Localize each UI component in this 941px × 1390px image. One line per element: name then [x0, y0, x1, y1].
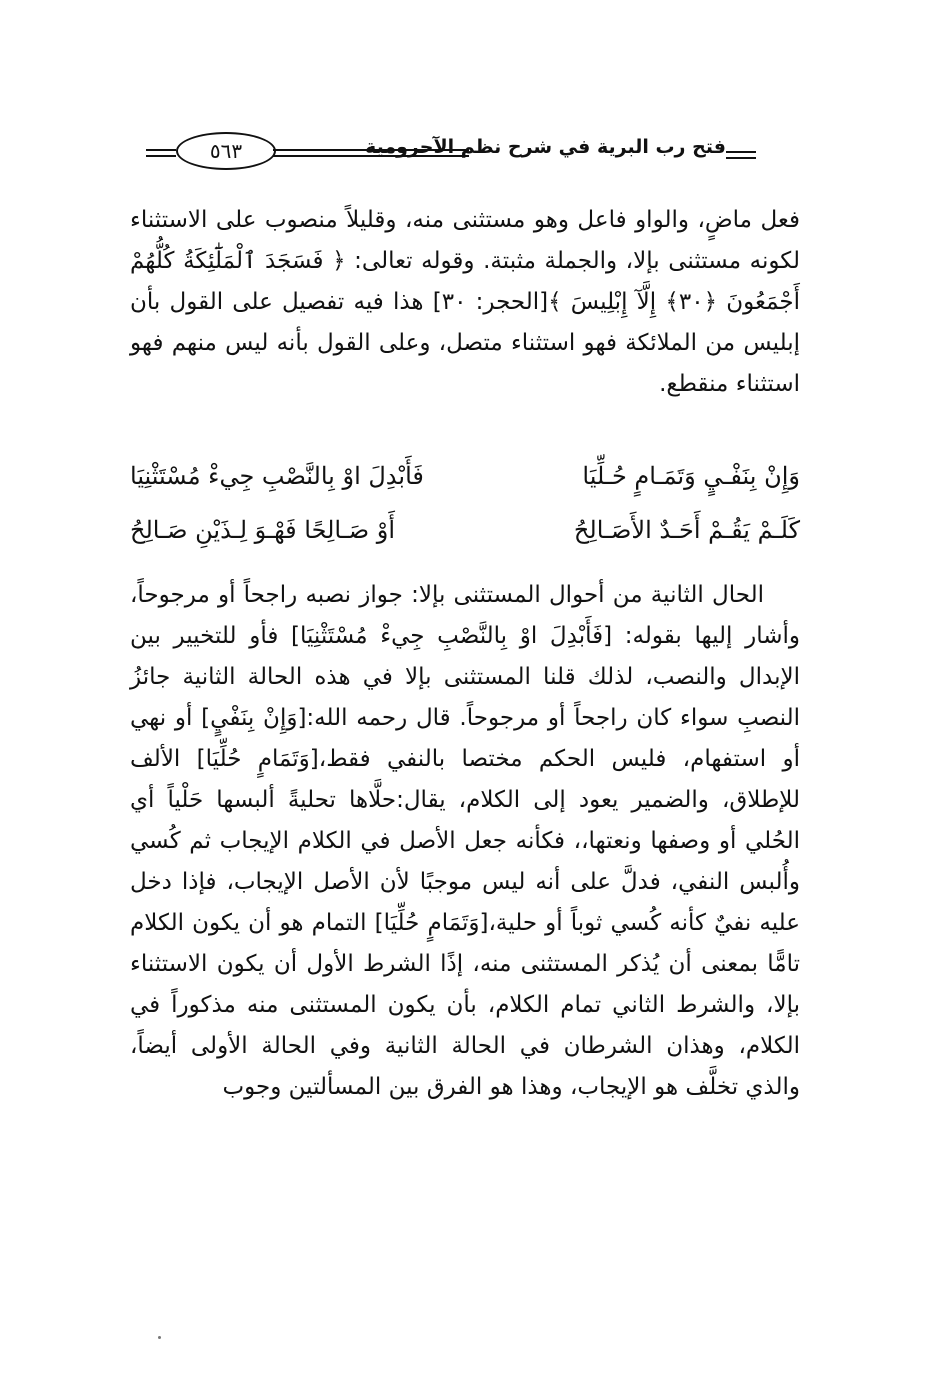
- verse-2-second-hemistich: أَوْ صَـالِحًا فَهْـوَ لِـذَيْنِ صَـالِحُ: [130, 516, 395, 544]
- running-header: [138, 128, 795, 174]
- verse-1-first-hemistich: وَإِنْ بِنَفْـيٍ وَتَمَـامٍ حُـلِّيَا: [582, 462, 800, 490]
- paragraph-2-text: الحال الثانية من أحوال المستثنى بإلا: جواز نصبه راجحاً أو مرجوحاً، وأشار إليها بقوله: [فَأَبْدِلَ اوْ بِالنَّصْبِ جِيءْ مُسْتَثْنِيَا] فأو للتخيير بين الإبدال والنصب، لذلك قلنا المستثنى بإلا في هذه الحالة الثانية جائزُ النصبِ سواء كان راجحاً أو مرجوحاً. قال رحمه الله:[وَإِنْ بِنَفْيٍ] أو نهي أو استفهام، فليس الحكم مختصا بالنفي فقط،[وَتَمَامٍ حُلِّيَا] الألف للإطلاق، والضمير يعود إلى الكلام، يقال:حلَّاها تحليةً ألبسها حَلْياً أي الحُلي أو وصفها ونعتها،، فكأنه جعل الأصل في الكلام الإيجاب ثم كُسي وأُلبس النفي، فدلَّ على أنه ليس موجبًا لأن الأصل الإيجاب، فإذا دخل عليه نفيٌ كأنه كُسي ثوباً أو حلية،[وَتَمَامٍ حُلِّيَا] التمام هو أن يكون الكلام تامًّا بمعنى أن يُذكر المستثنى منه، إذًا الشرط الأول أن يكون الاستثناء بإلا، والشرط الثاني تمام الكلام، بأن يكون المستثنى منه مذكوراً في الكلام، وهذان الشرطان في الحالة الثانية وفي الحالة الأولى أيضاً، والذي تخلَّف هو الإيجاب، وهذا هو الفرق بين المسألتين وجوب: [130, 582, 800, 1100]
- header-rule-right: [726, 151, 756, 159]
- verse-line-2: [130, 516, 800, 570]
- book-title: فتح رب البرية في شرح نظم الآجرومية: [365, 136, 726, 158]
- verse-1-second-hemistich: فَأَبْدِلَ اوْ بِالنَّصْبِ جِيءْ مُسْتَثْنِيَا: [130, 462, 424, 490]
- header-rule-middle: [273, 149, 469, 157]
- verse-line-1: [130, 462, 800, 516]
- scan-speck: [158, 1336, 161, 1339]
- paragraph-1: فعل ماضٍ، والواو فاعل وهو مستثنى منه، وقليلاً منصوب على الاستثناء لكونه مستثنى بإلا، والجملة مثبتة. وقوله تعالى: ﴿ فَسَجَدَ ٱلْمَلَٰٓئِكَةُ كُلُّهُمْ أَجْمَعُونَ ﴿٣٠﴾ إِلَّآ إِبْلِيسَ ﴾[الحجر: ٣٠] هذا فيه تفصيل على القول بأن إبليس من الملائكة فهو استثناء متصل، وعلى القول بأنه ليس منهم فهو استثناء منقطع.: [130, 207, 800, 397]
- header-rule-left: [146, 149, 176, 157]
- verse-2-first-hemistich: كَلَـمْ يَقُـمْ أَحَـدٌ الأَصَـالِحُ: [573, 516, 800, 544]
- page-number: ٥٦٣: [176, 132, 276, 170]
- paragraph-2: [130, 575, 800, 1108]
